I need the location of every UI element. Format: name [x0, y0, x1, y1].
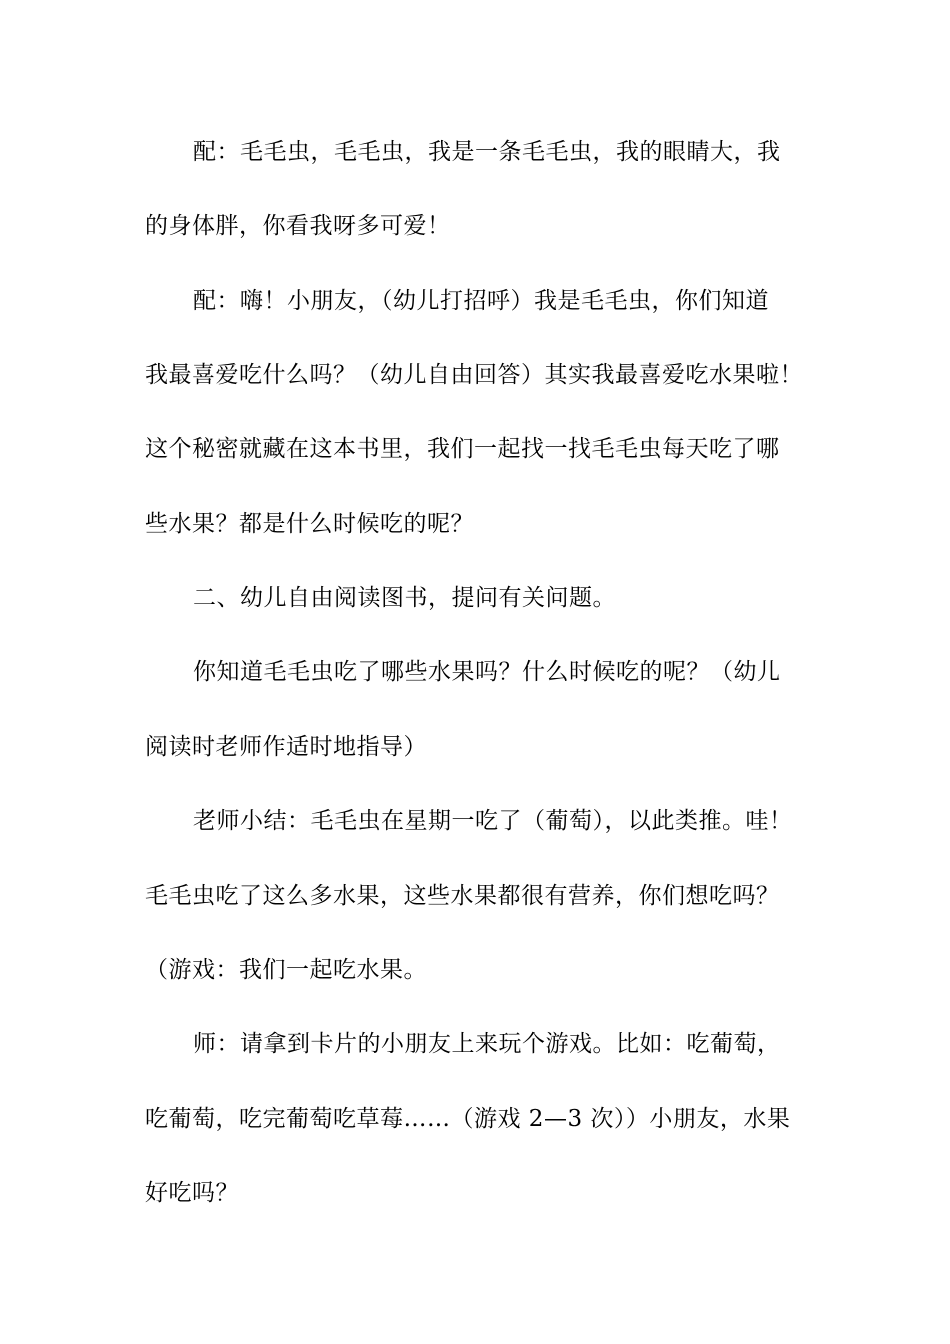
- paragraph-6-line-2: 吃葡萄，吃完葡萄吃草莓……（游戏 2—3 次））小朋友，水果: [145, 1106, 791, 1132]
- paragraph-2-line-2: 我最喜爱吃什么吗？（幼儿自由回答）其实我最喜爱吃水果啦！: [145, 362, 803, 388]
- paragraph-5-line-2: 毛毛虫吃了这么多水果，这些水果都很有营养，你们想吃吗？: [145, 883, 780, 909]
- paragraph-1-line-2: 的身体胖，你看我呀多可爱！: [145, 213, 451, 239]
- paragraph-4-line-2: 阅读时老师作适时地指导）: [145, 734, 427, 760]
- paragraph-2-line-4: 些水果？都是什么时候吃的呢？: [145, 511, 474, 537]
- paragraph-2-line-1: 配：嗨！小朋友，（幼儿打招呼）我是毛毛虫，你们知道: [193, 288, 769, 314]
- paragraph-5-line-3: （游戏：我们一起吃水果。: [145, 957, 427, 983]
- paragraph-6-line-3: 好吃吗？: [145, 1180, 239, 1206]
- paragraph-4-line-1: 你知道毛毛虫吃了哪些水果吗？什么时候吃的呢？（幼儿: [193, 659, 781, 685]
- paragraph-5-line-1: 老师小结：毛毛虫在星期一吃了（葡萄），以此类推。哇！: [193, 808, 793, 834]
- paragraph-2-line-3: 这个秘密就藏在这本书里，我们一起找一找毛毛虫每天吃了哪: [145, 436, 780, 462]
- section-heading: 二、幼儿自由阅读图书，提问有关问题。: [193, 585, 616, 611]
- paragraph-1-line-1: 配：毛毛虫，毛毛虫，我是一条毛毛虫，我的眼睛大，我: [193, 139, 781, 165]
- paragraph-6-line-1: 师：请拿到卡片的小朋友上来玩个游戏。比如：吃葡萄，: [193, 1031, 781, 1057]
